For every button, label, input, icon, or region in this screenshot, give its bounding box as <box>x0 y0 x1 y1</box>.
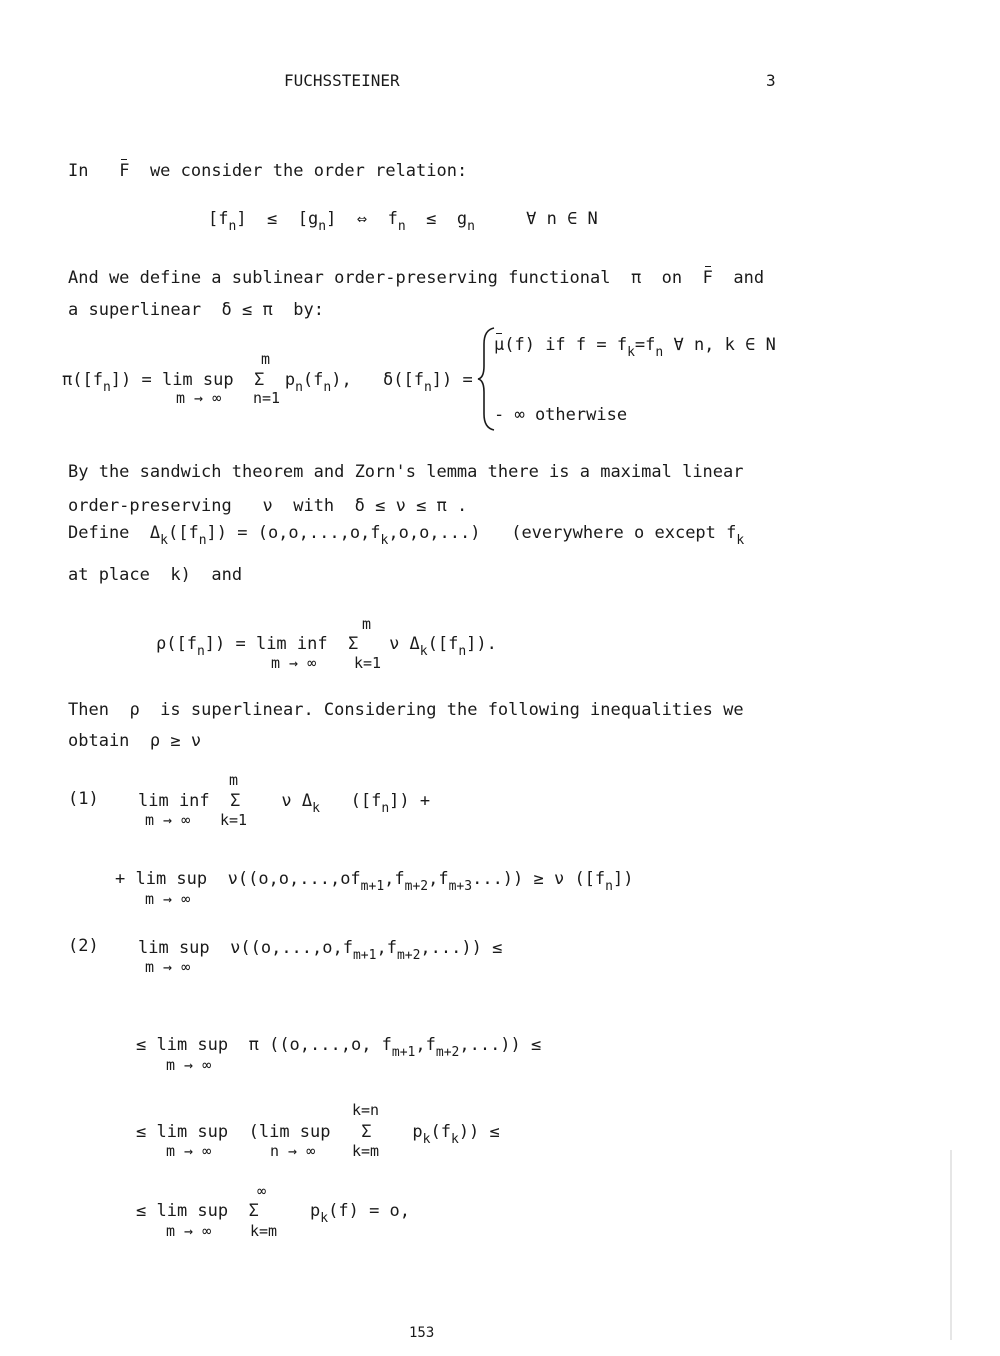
ineq2-limit-a: m → ∞ <box>145 958 191 976</box>
para-define-line2 <box>68 302 324 319</box>
ineq2-b-limsup: ≤ lim sup <box>136 1035 229 1055</box>
ineq2-c-inner-limit: n → ∞ <box>270 1142 316 1160</box>
ineq1-limit-b: m → ∞ <box>145 890 191 908</box>
para-then <box>68 702 744 719</box>
ineq1-b-sub-n: n <box>605 879 613 894</box>
eq-g-sub: n <box>467 219 475 234</box>
rho-def <box>156 634 497 659</box>
text-order-relation: we consider the order relation: <box>149 161 468 181</box>
ineq2-a-c1: ,f <box>376 938 397 958</box>
ineq1-b-c1: ,f <box>384 869 405 889</box>
delta-case1-sub-k: k <box>627 345 635 360</box>
eq-forall: ∀ n ∈ N <box>526 209 598 229</box>
symbol-f-bar: F <box>119 161 130 181</box>
rho-term-sub: k <box>419 644 428 659</box>
rho-sigma-bottom: k=1 <box>354 654 382 672</box>
ineq1-b-sub1: m+1 <box>360 879 385 894</box>
rho-term-close: ]). <box>466 634 497 654</box>
ineq1-plus-limsup: + lim sup <box>115 869 208 889</box>
ineq2-line-c <box>136 1122 500 1147</box>
ineq1-sigma: Σ <box>230 791 241 811</box>
delta-case2: - ∞ otherwise <box>494 405 628 425</box>
ineq2-c-term-arg-sub: k <box>450 1132 459 1147</box>
ineq2-c-sigma-top: k=n <box>352 1101 380 1119</box>
ineq1-liminf: lim inf <box>138 791 210 811</box>
eq-f-sub: n <box>397 219 406 234</box>
ineq1-term-arg: ([f <box>350 791 382 811</box>
text-and-2: and <box>211 565 243 585</box>
para-sandwich-line2 <box>68 498 467 515</box>
relation-delta-nu-pi: δ ≤ ν ≤ π . <box>354 496 468 516</box>
ineq2-b-term: π ((o,...,o, f <box>248 1035 392 1055</box>
ineq2-c-sigma: Σ <box>361 1122 372 1142</box>
ineq1-sigma-top: m <box>229 771 239 789</box>
pi-term-arg: (f <box>302 370 324 390</box>
ineq2-d-sigma-top: ∞ <box>257 1182 267 1200</box>
ineq2-limit-d: m → ∞ <box>166 1222 212 1240</box>
rho-limit: m → ∞ <box>271 654 317 672</box>
ineq2-limsup: lim sup <box>138 938 210 958</box>
delta-k-rhs: ]) = (o,o,...,o,f <box>206 523 381 543</box>
ineq1-sigma-bottom: k=1 <box>220 811 248 829</box>
scan-artifact <box>950 1150 952 1340</box>
pi-limsup: ]) = lim sup <box>110 370 234 390</box>
eq-iff: ⇔ <box>356 209 368 229</box>
ineq1-b-sub2: m+2 <box>404 879 429 894</box>
rho-term: ν Δ <box>389 634 420 654</box>
delta-lhs-sub: n <box>423 380 432 395</box>
delta-lhs-close: ]) = <box>431 370 473 390</box>
eq-rhs: [g <box>297 209 319 229</box>
ineq1-term: ν Δ <box>281 791 313 811</box>
ineq2-a-sub2: m+2 <box>396 948 421 963</box>
text-obtain: obtain <box>68 731 130 751</box>
text-superlinear: a superlinear <box>68 300 202 320</box>
eq-f: f <box>387 209 398 229</box>
symbol-mu-bar: μ <box>494 335 505 355</box>
text-then: Then <box>68 700 109 720</box>
para-sandwich-line1: By the sandwich theorem and Zorn's lemma there is a maximal linear <box>68 462 744 482</box>
text-k: k) <box>170 565 191 585</box>
ineq2-d-limsup: ≤ lim sup <box>136 1201 229 1221</box>
ineq2-limit-b: m → ∞ <box>166 1056 212 1074</box>
pi-term-sub: n <box>295 380 303 395</box>
delta-case1-cond: (f) if f = f <box>504 335 628 355</box>
symbol-pi: π <box>630 268 642 288</box>
pi-sigma-top: m <box>261 350 271 368</box>
eq-g: g <box>456 209 468 229</box>
ineq1-line-a <box>138 791 431 816</box>
ineq2-d-term: p <box>310 1201 321 1221</box>
ineq1-term-close: ]) + <box>389 791 431 811</box>
delta-k-sub: k <box>160 533 168 548</box>
pi-sigma: Σ <box>254 370 265 390</box>
ineq2-c-term: p <box>412 1122 423 1142</box>
rho-sigma: Σ <box>348 634 359 654</box>
eq-lhs: [f <box>208 209 229 229</box>
equation-order-relation <box>208 209 598 234</box>
text-superlinear-considering: is superlinear. Considering the following inequalities we <box>160 700 744 720</box>
ineq1-limit-a: m → ∞ <box>145 811 191 829</box>
page-number: 3 <box>766 71 776 90</box>
ineq2-c-inner-limsup: (lim sup <box>248 1122 331 1142</box>
text-in: In <box>68 161 89 181</box>
eq-rhs-close: ] <box>326 209 337 229</box>
pi-limit: m → ∞ <box>176 389 222 407</box>
symbol-nu: ν <box>262 496 273 516</box>
ineq2-line-b <box>136 1035 542 1060</box>
ineq2-c-sigma-bottom: k=m <box>352 1142 380 1160</box>
text-at-place: at place <box>68 565 150 585</box>
page-folio: 153 <box>409 1325 435 1341</box>
ineq2-c-term-sub: k <box>422 1132 431 1147</box>
delta-k-tail: ,o,o,...) <box>388 523 481 543</box>
delta-k-note-sub: k <box>736 533 745 548</box>
pi-lhs: π([f <box>62 370 103 390</box>
text-define: Define <box>68 523 130 543</box>
eq-rhs-sub: n <box>318 219 327 234</box>
symbol-f-bar-2: F <box>702 268 713 288</box>
pi-term-arg-sub: n <box>323 380 332 395</box>
ineq2-c-tail: )) ≤ <box>458 1122 500 1142</box>
ineq2-line-a <box>138 938 503 963</box>
ineq1-term-sub: k <box>312 801 320 816</box>
delta-case1-sub-n: n <box>655 345 664 360</box>
rho-term-arg-sub: n <box>458 644 467 659</box>
text-on: on <box>661 268 683 288</box>
para-define-delta-k <box>68 523 745 548</box>
eq-lhs-close: ] <box>236 209 247 229</box>
text-by: by: <box>293 300 324 320</box>
ineq2-label: (2) <box>68 936 99 956</box>
delta-case1-eq: =f <box>634 335 656 355</box>
ineq2-b-sub2: m+2 <box>435 1045 460 1060</box>
para-obtain <box>68 733 201 750</box>
ineq2-a-tail: ,...)) ≤ <box>420 938 503 958</box>
ineq1-b-tail: ...)) ≥ ν ([f <box>472 869 606 889</box>
delta-lhs-text: δ([f <box>383 370 424 390</box>
ineq1-term-arg-sub: n <box>381 801 390 816</box>
delta-k-rhs-sub: k <box>380 533 389 548</box>
pi-sigma-bottom: n=1 <box>253 389 281 407</box>
pi-term: p <box>284 370 296 390</box>
ineq2-b-c1: ,f <box>415 1035 436 1055</box>
relation-delta-pi: δ ≤ π <box>221 300 273 320</box>
ineq2-b-tail: ,...)) ≤ <box>459 1035 542 1055</box>
ineq2-a-term: ν((o,...,o,f <box>230 938 353 958</box>
rho-liminf: ]) = lim inf <box>204 634 328 654</box>
ineq2-limit-c: m → ∞ <box>166 1142 212 1160</box>
delta-case1-forall: ∀ n, k ∈ N <box>673 335 776 355</box>
pi-lhs-sub: n <box>102 380 111 395</box>
eq-lhs-sub: n <box>228 219 237 234</box>
ineq2-a-sub1: m+1 <box>352 948 377 963</box>
ineq1-b-c2: ,f <box>428 869 449 889</box>
symbol-delta-k: Δ <box>149 523 161 543</box>
ineq2-d-sigma: Σ <box>248 1201 259 1221</box>
rho-lhs: ρ([f <box>156 634 197 654</box>
rho-sigma-top: m <box>362 615 372 633</box>
running-head-author: FUCHSSTEINER <box>284 71 400 90</box>
ineq2-line-d <box>136 1201 411 1226</box>
para-order-intro <box>68 163 467 180</box>
para-define-line1 <box>68 270 764 287</box>
delta-k-note: (everywhere o except f <box>511 523 737 543</box>
text-define-functional: And we define a sublinear order-preserving functional <box>68 268 611 288</box>
relation-rho-nu: ρ ≥ ν <box>149 731 202 751</box>
delta-k-arg-sub: n <box>198 533 207 548</box>
text-and: and <box>733 268 765 288</box>
delta-k-arg: ([f <box>167 523 199 543</box>
pi-def <box>62 370 352 395</box>
ineq2-d-tail: (f) = o, <box>328 1201 411 1221</box>
rho-lhs-sub: n <box>196 644 205 659</box>
ineq1-b-sub3: m+3 <box>448 879 473 894</box>
ineq2-c-term-arg: (f <box>430 1122 451 1142</box>
ineq1-b-close: ]) <box>612 869 634 889</box>
ineq1-line-b <box>115 869 634 894</box>
ineq2-c-limsup: ≤ lim sup <box>136 1122 229 1142</box>
ineq2-d-sigma-bottom: k=m <box>250 1222 278 1240</box>
delta-case1 <box>494 335 776 360</box>
rho-term-arg: ([f <box>427 634 459 654</box>
delta-lhs <box>383 370 473 395</box>
eq-le1: ≤ <box>267 209 278 229</box>
ineq2-d-term-sub: k <box>320 1211 329 1226</box>
text-order-preserving: order-preserving <box>68 496 232 516</box>
pi-term-close: ), <box>331 370 352 390</box>
para-at-place <box>68 567 242 584</box>
ineq1-label: (1) <box>68 789 99 809</box>
eq-le2: ≤ <box>426 209 437 229</box>
ineq1-b-term: ν((o,o,...,of <box>227 869 361 889</box>
text-with: with <box>293 496 335 516</box>
ineq2-b-sub1: m+1 <box>391 1045 416 1060</box>
symbol-rho: ρ <box>129 700 140 720</box>
